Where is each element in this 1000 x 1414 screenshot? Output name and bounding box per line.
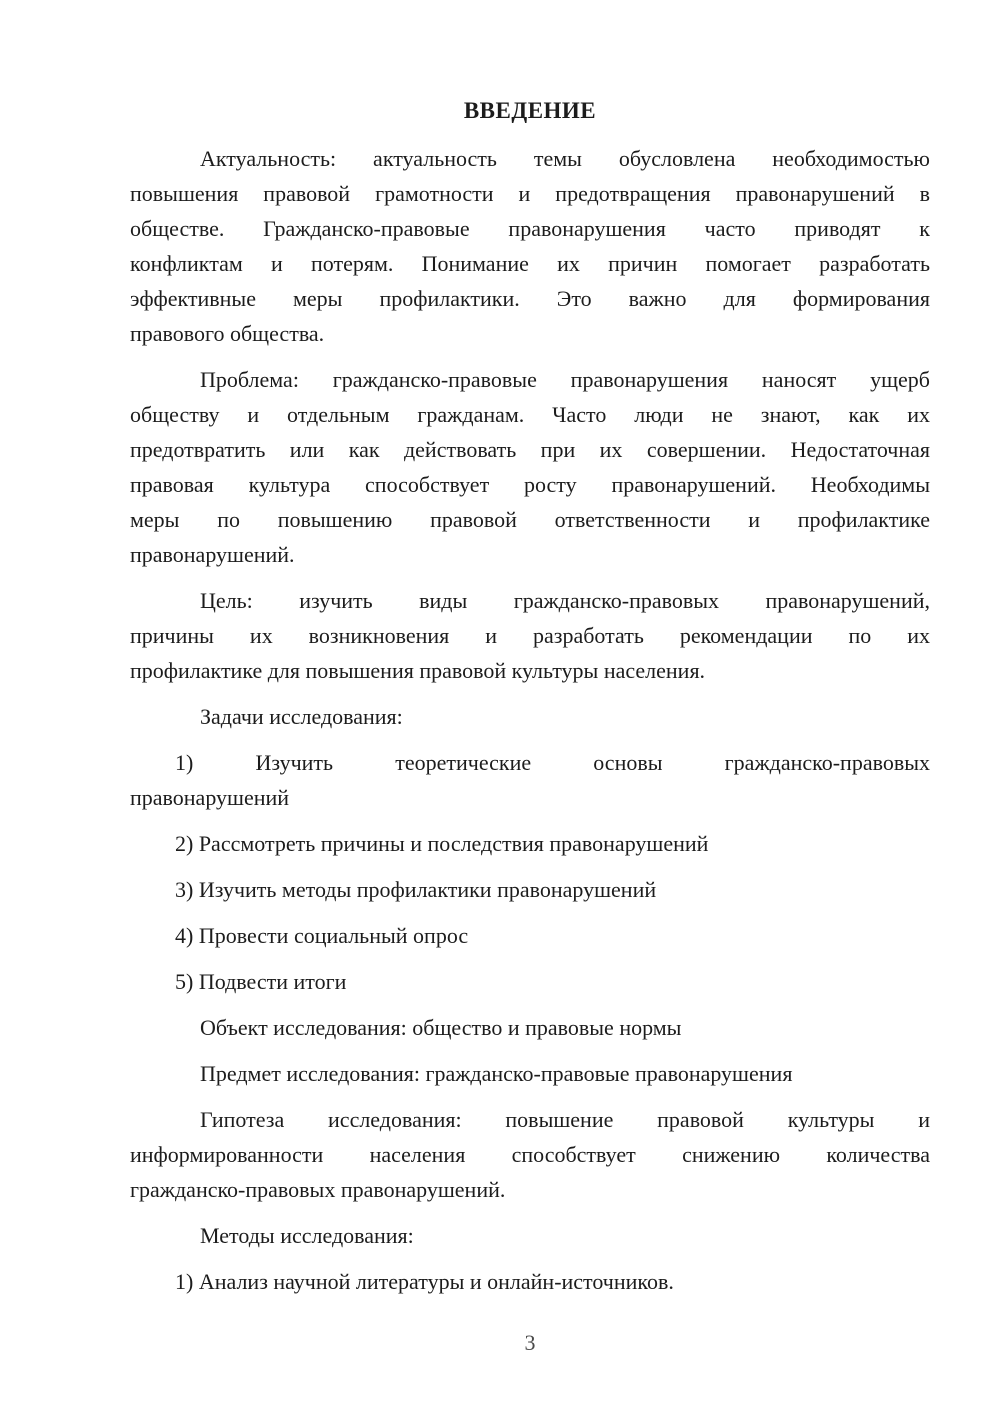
paragraph-tasks-label [130, 699, 930, 734]
text-line: Проблема: гражданско-правовые правонарушения наносят ущерб [200, 367, 930, 392]
text-line: Методы исследования: [200, 1223, 414, 1248]
text-line: Задачи исследования: [200, 704, 403, 729]
text-line: повышения правовой грамотности и предотвращения правонарушений в [130, 181, 930, 206]
paragraph-object [130, 1010, 930, 1045]
text-line: обществе. Гражданско-правовые правонарушения часто приводят к [130, 216, 930, 241]
text-line: 1) Анализ научной литературы и онлайн-источников. [175, 1269, 674, 1294]
task-item-1 [130, 745, 930, 815]
paragraph-methods-label [130, 1218, 930, 1253]
text-line: гражданско-правовых правонарушений. [130, 1177, 506, 1202]
paragraph-relevance [130, 141, 930, 351]
text-line: 4) Провести социальный опрос [175, 923, 469, 948]
text-line: 5) Подвести итоги [175, 969, 347, 994]
text-line: правовая культура способствует росту правонарушений. Необходимы [130, 472, 930, 497]
text-line: 3) Изучить методы профилактики правонарушений [175, 877, 657, 902]
text-line: обществу и отдельным гражданам. Часто люди не знают, как их [130, 402, 930, 427]
paragraph-problem [130, 362, 930, 572]
task-item-3 [130, 872, 930, 907]
text-line: профилактике для повышения правовой культуры населения. [130, 658, 706, 683]
text-line: 1) Изучить теоретические основы гражданско-правовых [175, 750, 930, 775]
text-line: Гипотеза исследования: повышение правовой культуры и [200, 1107, 930, 1132]
page-number: 3 [524, 1330, 536, 1355]
task-item-5 [130, 964, 930, 999]
text-line: конфликтам и потерям. Понимание их причин помогает разработать [130, 251, 930, 276]
text-line: информированности населения способствует снижению количества [130, 1142, 930, 1167]
document-body [130, 141, 930, 1299]
task-item-2 [130, 826, 930, 861]
text-line: Цель: изучить виды гражданско-правовых правонарушений, [200, 588, 930, 613]
paragraph-goal [130, 583, 930, 688]
text-line: Объект исследования: общество и правовые нормы [200, 1015, 682, 1040]
text-line: правонарушений. [130, 542, 295, 567]
text-line: Актуальность: актуальность темы обусловлена необходимостью [200, 146, 930, 171]
page-title: ВВЕДЕНИЕ [463, 98, 597, 123]
text-line: Предмет исследования: гражданско-правовые правонарушения [200, 1061, 793, 1086]
text-line: предотвратить или как действовать при их совершении. Недостаточная [130, 437, 930, 462]
paragraph-hypothesis [130, 1102, 930, 1207]
text-line: 2) Рассмотреть причины и последствия правонарушений [175, 831, 709, 856]
text-line: меры по повышению правовой ответственности и профилактике [130, 507, 930, 532]
paragraph-subject [130, 1056, 930, 1091]
task-item-4 [130, 918, 930, 953]
method-item-1 [130, 1264, 930, 1299]
text-line: правового общества. [130, 321, 325, 346]
text-line: причины их возникновения и разработать рекомендации по их [130, 623, 930, 648]
text-line: правонарушений [130, 785, 290, 810]
text-line: эффективные меры профилактики. Это важно для формирования [130, 286, 930, 311]
